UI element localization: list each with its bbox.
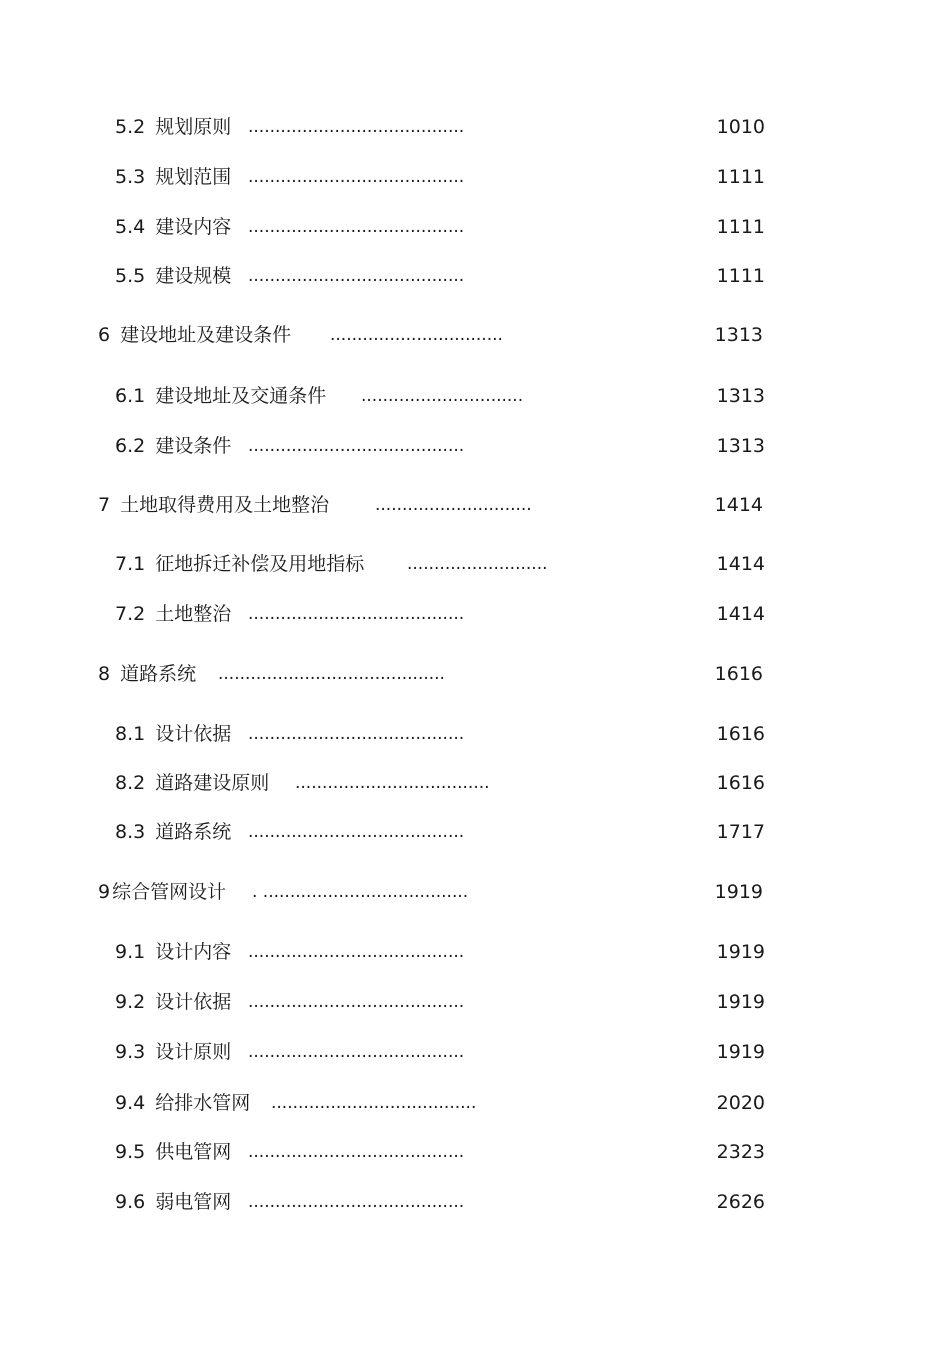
- toc-number: 8.2: [115, 772, 146, 794]
- toc-leader-dots: ........................................: [248, 724, 465, 744]
- toc-leader-dots: .............................: [375, 495, 532, 515]
- toc-number: 8: [98, 663, 111, 685]
- toc-leader-dots: ........................................: [248, 167, 465, 187]
- toc-title: 建设地址及交通条件: [155, 385, 327, 407]
- toc-page-number: 2020: [716, 1092, 765, 1114]
- toc-page-number: 1919: [716, 1041, 765, 1063]
- toc-page-number: 1111: [716, 265, 765, 287]
- toc-entry-7[interactable]: [98, 491, 763, 519]
- toc-number: 7.1: [115, 553, 146, 575]
- toc-entry-7-2[interactable]: [115, 600, 765, 628]
- toc-page-number: 1414: [714, 494, 763, 516]
- toc-page-number: 1313: [716, 435, 765, 457]
- toc-page-number: 2626: [716, 1191, 765, 1213]
- toc-page-number: 1111: [716, 216, 765, 238]
- toc-number: 7.2: [115, 603, 146, 625]
- toc-page-number: 1717: [716, 821, 765, 843]
- toc-number: 8.1: [115, 723, 146, 745]
- toc-leader-dots: ........................................: [248, 822, 465, 842]
- toc-page-number: 1010: [716, 116, 765, 138]
- toc-title: 规划范围: [155, 166, 232, 188]
- toc-title: 综合管网设计: [112, 881, 227, 903]
- toc-leader-dots: ........................................: [248, 604, 465, 624]
- toc-entry-8-3[interactable]: [115, 818, 765, 846]
- toc-title: 建设地址及建设条件: [120, 324, 292, 346]
- toc-page-number: 1414: [716, 603, 765, 625]
- toc-title: 设计依据: [155, 723, 232, 745]
- toc-number: 9.6: [115, 1191, 146, 1213]
- toc-number: 6: [98, 324, 111, 346]
- toc-page-number: 1313: [714, 324, 763, 346]
- toc-page-number: 1414: [716, 553, 765, 575]
- toc-number: 9.5: [115, 1141, 146, 1163]
- toc-entry-6-2[interactable]: [115, 432, 765, 460]
- toc-number: 5.5: [115, 265, 146, 287]
- toc-title: 建设规模: [155, 265, 232, 287]
- toc-title: 设计原则: [155, 1041, 232, 1063]
- toc-leader-dots: ........................................: [248, 217, 465, 237]
- toc-leader-dots: ........................................: [248, 266, 465, 286]
- toc-entry-8[interactable]: [98, 660, 763, 688]
- toc-number: 5.2: [115, 116, 146, 138]
- toc-page-number: 1616: [714, 663, 763, 685]
- toc-title: 弱电管网: [155, 1191, 232, 1213]
- toc-entry-5-2[interactable]: [115, 113, 765, 141]
- toc-leader-dots: ..............................: [361, 386, 524, 406]
- toc-title: 供电管网: [155, 1141, 232, 1163]
- toc-entry-7-1[interactable]: [115, 550, 765, 578]
- toc-title: 给排水管网: [155, 1092, 251, 1114]
- toc-title: 道路建设原则: [155, 772, 270, 794]
- toc-number: 6.2: [115, 435, 146, 457]
- toc-title: 规划原则: [155, 116, 232, 138]
- toc-title: 设计内容: [155, 941, 232, 963]
- toc-leader-dots: ........................................: [248, 942, 465, 962]
- toc-entry-9[interactable]: [98, 878, 763, 906]
- toc-page-number: 2323: [716, 1141, 765, 1163]
- toc-number: 9: [98, 881, 111, 903]
- toc-page-number: 1616: [716, 772, 765, 794]
- toc-leader-dots: ..........................................: [218, 664, 445, 684]
- toc-page-number: 1919: [716, 941, 765, 963]
- toc-number: 9.3: [115, 1041, 146, 1063]
- toc-page-number: 1919: [716, 991, 765, 1013]
- toc-entry-6[interactable]: [98, 321, 763, 349]
- toc-leader-dots: ........................................: [248, 1192, 465, 1212]
- toc-number: 5.3: [115, 166, 146, 188]
- toc-entry-9-5[interactable]: [115, 1138, 765, 1166]
- toc-leader-dots: ..........................: [407, 554, 548, 574]
- toc-leader-dots: ....................................: [295, 773, 490, 793]
- toc-page-number: 1111: [716, 166, 765, 188]
- toc-entry-9-1[interactable]: [115, 938, 765, 966]
- toc-entry-6-1[interactable]: [115, 382, 765, 410]
- toc-leader-dots: ......................................: [271, 1093, 477, 1113]
- toc-title: 建设条件: [155, 435, 232, 457]
- toc-leader-dots: . ......................................: [252, 882, 469, 902]
- toc-title: 道路系统: [155, 821, 232, 843]
- toc-leader-dots: ................................: [330, 325, 503, 345]
- toc-entry-5-5[interactable]: [115, 262, 765, 290]
- toc-leader-dots: ........................................: [248, 117, 465, 137]
- toc-title: 土地取得费用及土地整治: [120, 494, 330, 516]
- toc-entry-9-2[interactable]: [115, 988, 765, 1016]
- toc-number: 9.1: [115, 941, 146, 963]
- toc-entry-9-6[interactable]: [115, 1188, 765, 1216]
- toc-page-number: 1919: [714, 881, 763, 903]
- toc-entry-9-4[interactable]: [115, 1089, 765, 1117]
- toc-entry-8-1[interactable]: [115, 720, 765, 748]
- toc-leader-dots: ........................................: [248, 1142, 465, 1162]
- toc-title: 道路系统: [120, 663, 197, 685]
- toc-leader-dots: ........................................: [248, 992, 465, 1012]
- toc-number: 5.4: [115, 216, 146, 238]
- toc-title: 建设内容: [155, 216, 232, 238]
- toc-page-number: 1313: [716, 385, 765, 407]
- toc-number: 9.4: [115, 1092, 146, 1114]
- toc-number: 8.3: [115, 821, 146, 843]
- toc-number: 6.1: [115, 385, 146, 407]
- toc-title: 征地拆迁补偿及用地指标: [155, 553, 365, 575]
- toc-title: 土地整治: [155, 603, 232, 625]
- toc-number: 7: [98, 494, 111, 516]
- toc-page-number: 1616: [716, 723, 765, 745]
- toc-leader-dots: ........................................: [248, 1042, 465, 1062]
- toc-leader-dots: ........................................: [248, 436, 465, 456]
- toc-entry-9-3[interactable]: [115, 1038, 765, 1066]
- toc-entry-5-3[interactable]: [115, 163, 765, 191]
- toc-title: 设计依据: [155, 991, 232, 1013]
- toc-entry-8-2[interactable]: [115, 769, 765, 797]
- toc-entry-5-4[interactable]: [115, 213, 765, 241]
- toc-number: 9.2: [115, 991, 146, 1013]
